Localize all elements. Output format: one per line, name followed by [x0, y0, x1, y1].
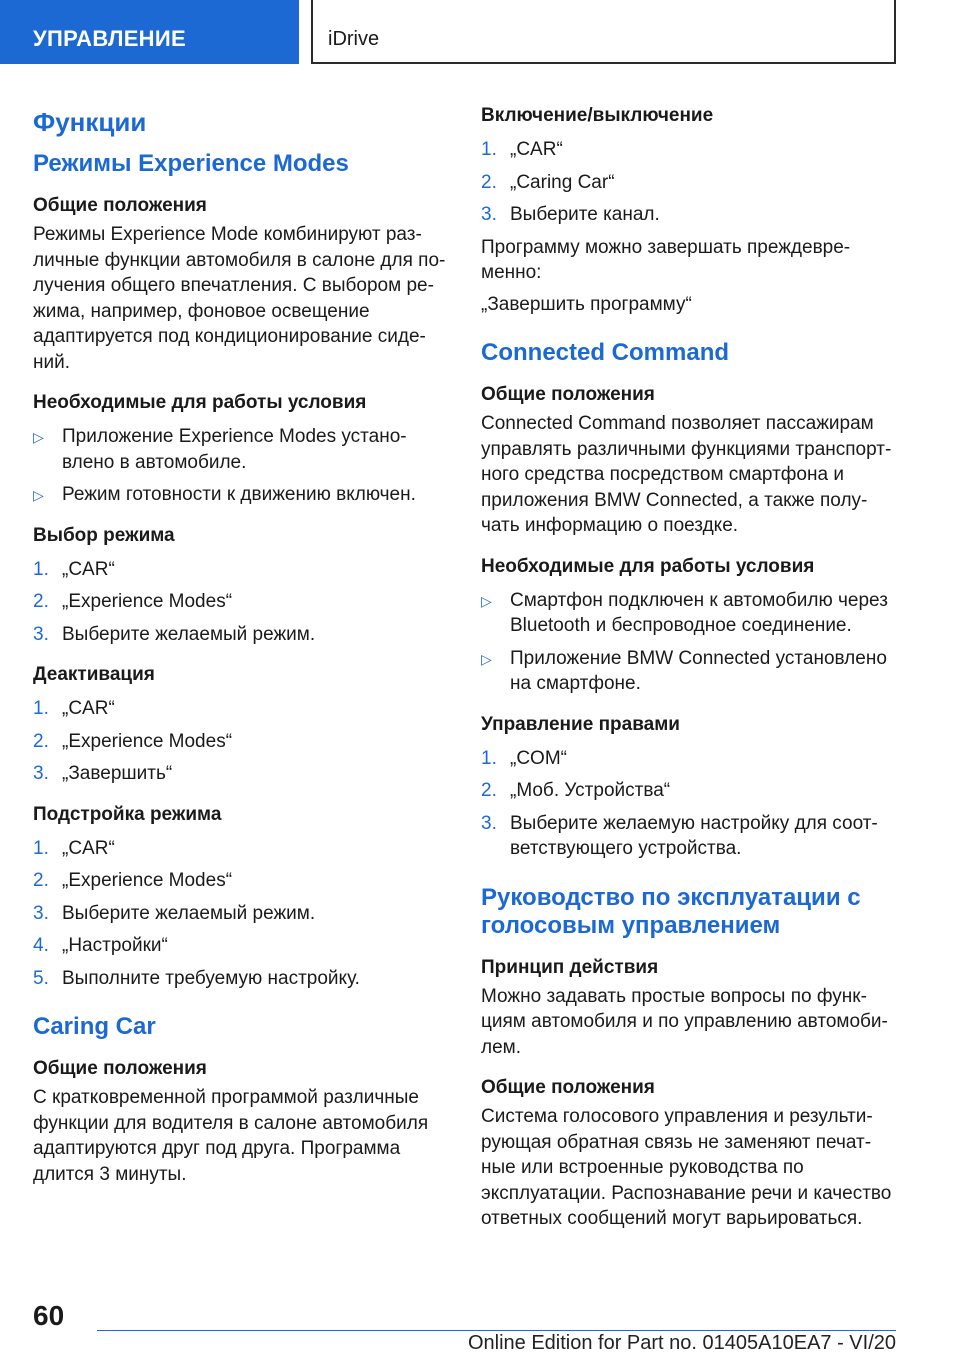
footer-edition: Online Edition for Part no. 01405A10EA7 - VI/20	[467, 1332, 896, 1354]
step-item: 1. „CAR“	[33, 837, 115, 859]
principle-text: Можно задавать простые вопросы по функ-циям автомобиля и по управлению автомоби-лем.	[481, 985, 888, 1058]
triangle-bullet-icon: ▷	[481, 650, 492, 667]
left-column	[33, 98, 453, 1193]
on-off-text: Программу можно завершать преждевре-менно:	[481, 236, 851, 283]
select-mode-heading: Выбор режима	[33, 524, 175, 546]
rights-heading: Управление правами	[481, 713, 680, 735]
general-heading: Общие положения	[33, 195, 207, 216]
footer-divider	[97, 1330, 896, 1331]
triangle-bullet-icon: ▷	[481, 592, 492, 609]
step-item: 4. „Настройки“	[33, 935, 168, 956]
bullet-item: ▷ Смартфон подключен к автомобилю через Bluetooth и беспроводное соединение.	[481, 589, 888, 636]
triangle-bullet-icon: ▷	[33, 429, 44, 445]
general-text: Режимы Experience Mode комбинируют раз-личные функции автомобиля в салоне для по-лучения общего впечатления. С выбором ре-жима, например, фоновое освещение адаптируется под кондиционирование сиде-ний.	[33, 224, 446, 373]
page-number: 60	[33, 1300, 65, 1331]
mode-setup-heading: Подстройка режима	[33, 803, 222, 825]
connected-command-title: Connected Command	[481, 339, 730, 366]
bullet-item: ▷ Режим готовности к движению включен.	[33, 482, 453, 508]
step-item: 1. „CAR“	[481, 139, 563, 160]
deactivation-heading: Деактивация	[33, 664, 155, 685]
bullet-item: ▷ Приложение Experience Modes устано-влено в автомобиле.	[33, 426, 407, 473]
step-item: 2. „Experience Modes“	[33, 870, 233, 891]
step-item: 2. „Experience Modes“	[33, 591, 233, 612]
caring-general-text: С кратковременной программой различные функции для водителя в салоне автомобиля адаптируются друг под друга. Программа длится 3 минуты.	[33, 1087, 429, 1185]
voice-guide-title: Руководство по эксплуатации с голосовым управлением	[481, 883, 861, 939]
step-item: 2. „Моб. Устройства“	[481, 780, 671, 801]
chapter-header: iDrive	[311, 0, 896, 64]
step-item: 2. „Experience Modes“	[33, 730, 233, 752]
principle-heading: Принцип действия	[481, 956, 659, 978]
on-off-heading: Включение/выключение	[481, 105, 714, 126]
step-item: 5. Выполните требуемую настройку.	[33, 967, 360, 989]
step-item: 3. „Завершить“	[33, 763, 173, 784]
page-title: Функции	[33, 107, 147, 137]
step-item: 1. „COM“	[481, 747, 567, 769]
cc-requirements-heading: Необходимые для работы условия	[481, 555, 815, 577]
caring-car-title: Caring Car	[33, 1013, 156, 1040]
experience-modes-title: Режимы Experience Modes	[33, 150, 349, 177]
right-column	[481, 102, 901, 1238]
step-item: 3. Выберите желаемый режим.	[33, 902, 316, 924]
step-item: 1. „CAR“	[33, 558, 115, 580]
bullet-item: ▷ Приложение BMW Connected установлено на смартфоне.	[481, 647, 887, 694]
step-item: 3. Выберите желаемую настройку для соот-ветствующего устройства.	[481, 812, 878, 859]
requirements-heading: Необходимые для работы условия	[33, 392, 367, 413]
cc-general-text: Connected Command позволяет пассажирам управлять различными функциями транспорт-ного средства посредством смартфона и приложения BMW Connected, а также полу-чать информацию о поездке.	[481, 413, 892, 536]
voice-general-heading: Общие положения	[481, 1077, 655, 1098]
voice-general-text: Система голосового управления и результи-рующая обратная связь не заменяют печат-ные или встроенные руководства по эксплуатации. Распознавание речи и качество ответных сообщений могут варьироваться.	[481, 1106, 892, 1229]
step-item: 3. Выберите канал.	[481, 204, 660, 225]
triangle-bullet-icon: ▷	[33, 487, 44, 503]
step-item: 1. „CAR“	[33, 698, 115, 719]
on-off-command: „Завершить программу“	[481, 293, 692, 315]
caring-general-heading: Общие положения	[33, 1058, 207, 1079]
cc-general-heading: Общие положения	[481, 384, 655, 405]
step-item: 2. „Caring Car“	[481, 171, 615, 193]
step-item: 3. Выберите желаемый режим.	[33, 623, 316, 645]
section-tab: УПРАВЛЕНИЕ	[0, 0, 299, 64]
